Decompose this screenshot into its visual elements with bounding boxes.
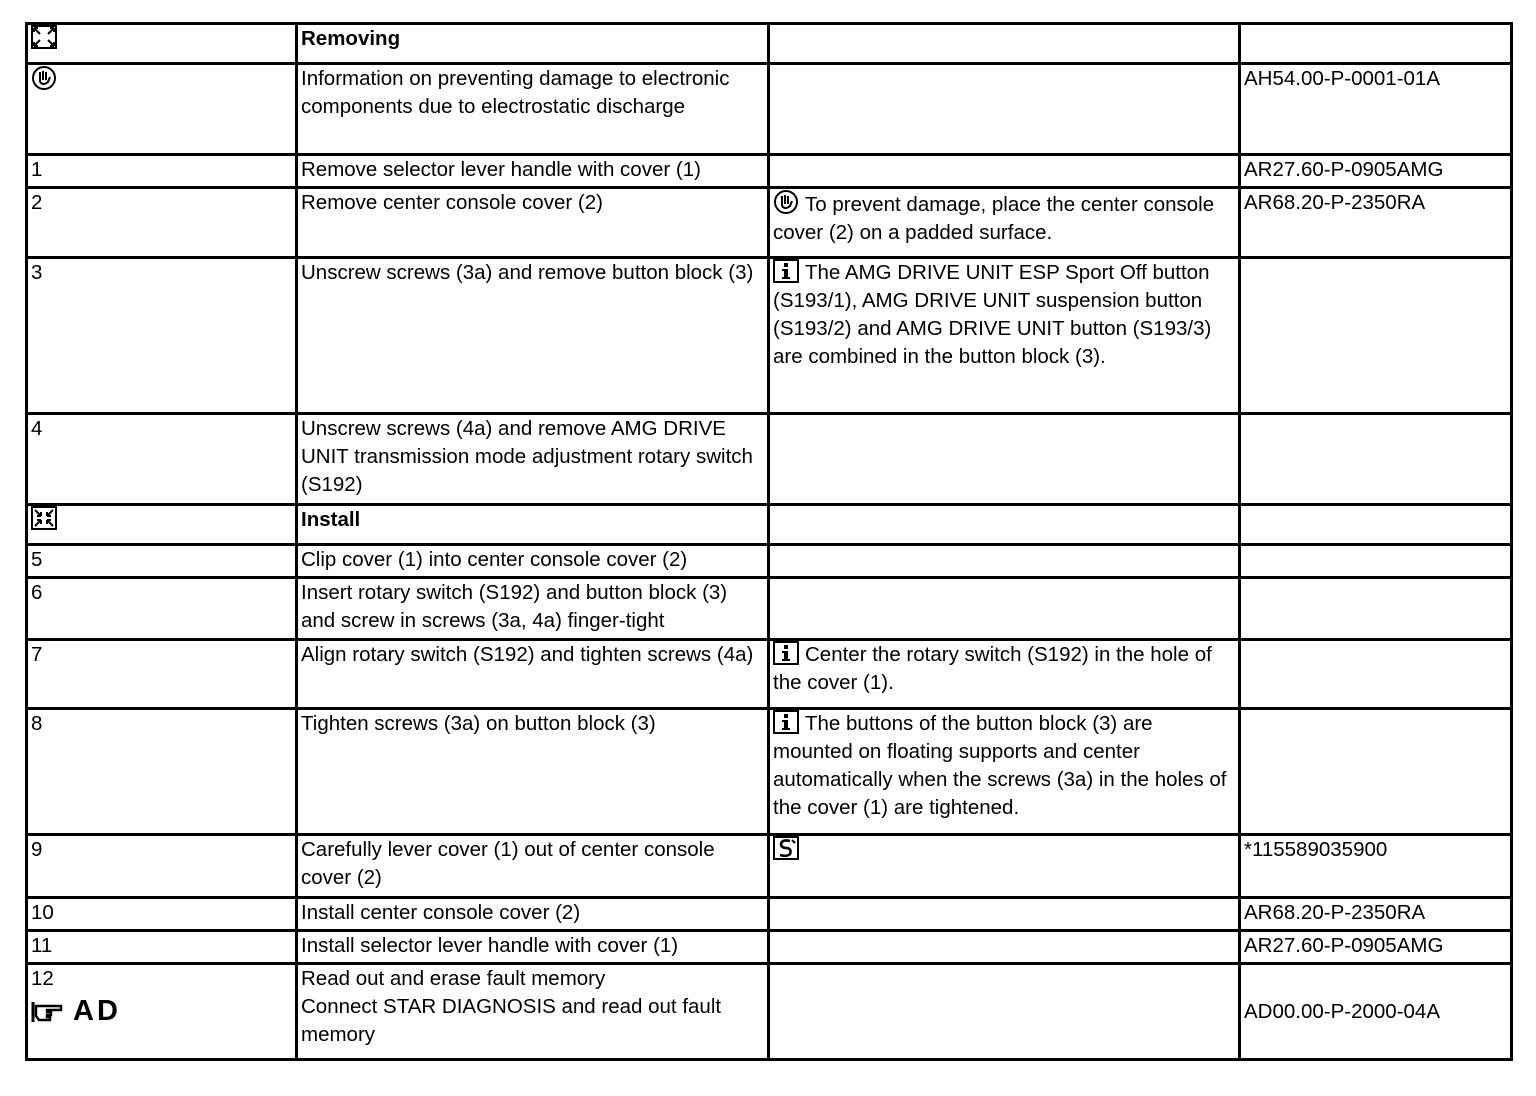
step-text: Remove center console cover (2) <box>297 188 769 258</box>
ref-link[interactable]: AR68.20-P-2350RA <box>1240 898 1512 931</box>
table-row <box>27 155 1512 188</box>
step-number: 6 <box>27 578 297 640</box>
step-number: 8 <box>27 709 297 835</box>
diagnosis-marker <box>31 995 291 1027</box>
step-number: 7 <box>27 640 297 709</box>
table-row <box>27 258 1512 414</box>
step-text: Insert rotary switch (S192) and button block (3) and screw in screws (3a, 4a) finger-tight <box>297 578 769 640</box>
ref-link[interactable] <box>1240 414 1512 505</box>
table-row <box>27 578 1512 640</box>
note-text: Center the rotary switch (S192) in the hole of the cover (1). <box>773 643 1212 694</box>
ref-link[interactable]: AR27.60-P-0905AMG <box>1240 155 1512 188</box>
table-row <box>27 835 1512 898</box>
ref-link[interactable]: *115589035900 <box>1240 835 1512 898</box>
tool-icon <box>773 836 799 860</box>
step-text: Tighten screws (3a) on button block (3) <box>297 709 769 835</box>
table-row <box>27 545 1512 578</box>
warning-hand-icon <box>773 189 799 215</box>
step-note <box>769 640 1240 709</box>
remove-icon <box>31 25 57 49</box>
step-text: Clip cover (1) into center console cover (2) <box>297 545 769 578</box>
ref-link[interactable] <box>1240 640 1512 709</box>
info-icon <box>773 641 799 665</box>
step-number: 4 <box>27 414 297 505</box>
install-icon <box>31 506 57 530</box>
step-text: Install center console cover (2) <box>297 898 769 931</box>
section-install-row <box>27 505 1512 545</box>
section-title-install: Install <box>297 505 769 545</box>
step-text: Install selector lever handle with cover (1) <box>297 931 769 964</box>
table-row <box>27 709 1512 835</box>
step-text: Remove selector lever handle with cover (1) <box>297 155 769 188</box>
step-number: 11 <box>27 931 297 964</box>
ref-link[interactable] <box>1240 545 1512 578</box>
step-number: 12 <box>31 967 54 990</box>
note-text: The AMG DRIVE UNIT ESP Sport Off button (S193/1), AMG DRIVE UNIT suspension button (S193/2) and AMG DRIVE UNIT button (S193/3) are combined in the button block (3). <box>773 261 1212 368</box>
step-number: 10 <box>27 898 297 931</box>
step-note <box>769 835 1240 898</box>
ad-label: AD <box>73 995 121 1027</box>
step-number: 1 <box>27 155 297 188</box>
table-row <box>27 964 1512 1060</box>
ref-link[interactable]: AD00.00-P-2000-04A <box>1240 964 1512 1060</box>
note-text: To prevent damage, place the center console cover (2) on a padded surface. <box>773 193 1215 244</box>
step-number: 9 <box>27 835 297 898</box>
esd-info-text: Information on preventing damage to electronic components due to electrostatic discharge <box>297 64 769 155</box>
ref-link[interactable] <box>1240 258 1512 414</box>
warning-hand-icon <box>31 65 57 91</box>
step-text: Connect STAR DIAGNOSIS and read out fault memory <box>301 995 722 1046</box>
removing-icon-cell <box>27 24 297 64</box>
step-text: Read out and erase fault memory <box>301 967 606 990</box>
step-note <box>769 709 1240 835</box>
pointing-hand-icon <box>31 998 65 1024</box>
ref-link[interactable]: AR68.20-P-2350RA <box>1240 188 1512 258</box>
table-row <box>27 414 1512 505</box>
section-removing-row <box>27 24 1512 64</box>
table-row <box>27 188 1512 258</box>
info-icon <box>773 259 799 283</box>
ref-link[interactable]: AR27.60-P-0905AMG <box>1240 931 1512 964</box>
step-text: Carefully lever cover (1) out of center console cover (2) <box>297 835 769 898</box>
step-number: 3 <box>27 258 297 414</box>
step-note <box>769 258 1240 414</box>
step-text: Unscrew screws (4a) and remove AMG DRIVE UNIT transmission mode adjustment rotary switch (S192) <box>297 414 769 505</box>
table-row <box>27 640 1512 709</box>
procedure-table <box>25 22 1513 1061</box>
install-icon-cell <box>27 505 297 545</box>
ref-link[interactable] <box>1240 709 1512 835</box>
info-icon <box>773 710 799 734</box>
note-text: The buttons of the button block (3) are mounted on floating supports and center automatically when the screws (3a) in the holes of the cover (1) are tightened. <box>773 712 1227 819</box>
step-note <box>769 188 1240 258</box>
step-number: 5 <box>27 545 297 578</box>
step-text: Align rotary switch (S192) and tighten screws (4a) <box>297 640 769 709</box>
table-row <box>27 931 1512 964</box>
ref-link[interactable]: AH54.00-P-0001-01A <box>1240 64 1512 155</box>
section-title-removing: Removing <box>297 24 769 64</box>
table-row <box>27 64 1512 155</box>
step-number: 2 <box>27 188 297 258</box>
ref-link[interactable] <box>1240 578 1512 640</box>
step-text: Unscrew screws (3a) and remove button block (3) <box>297 258 769 414</box>
table-row <box>27 898 1512 931</box>
